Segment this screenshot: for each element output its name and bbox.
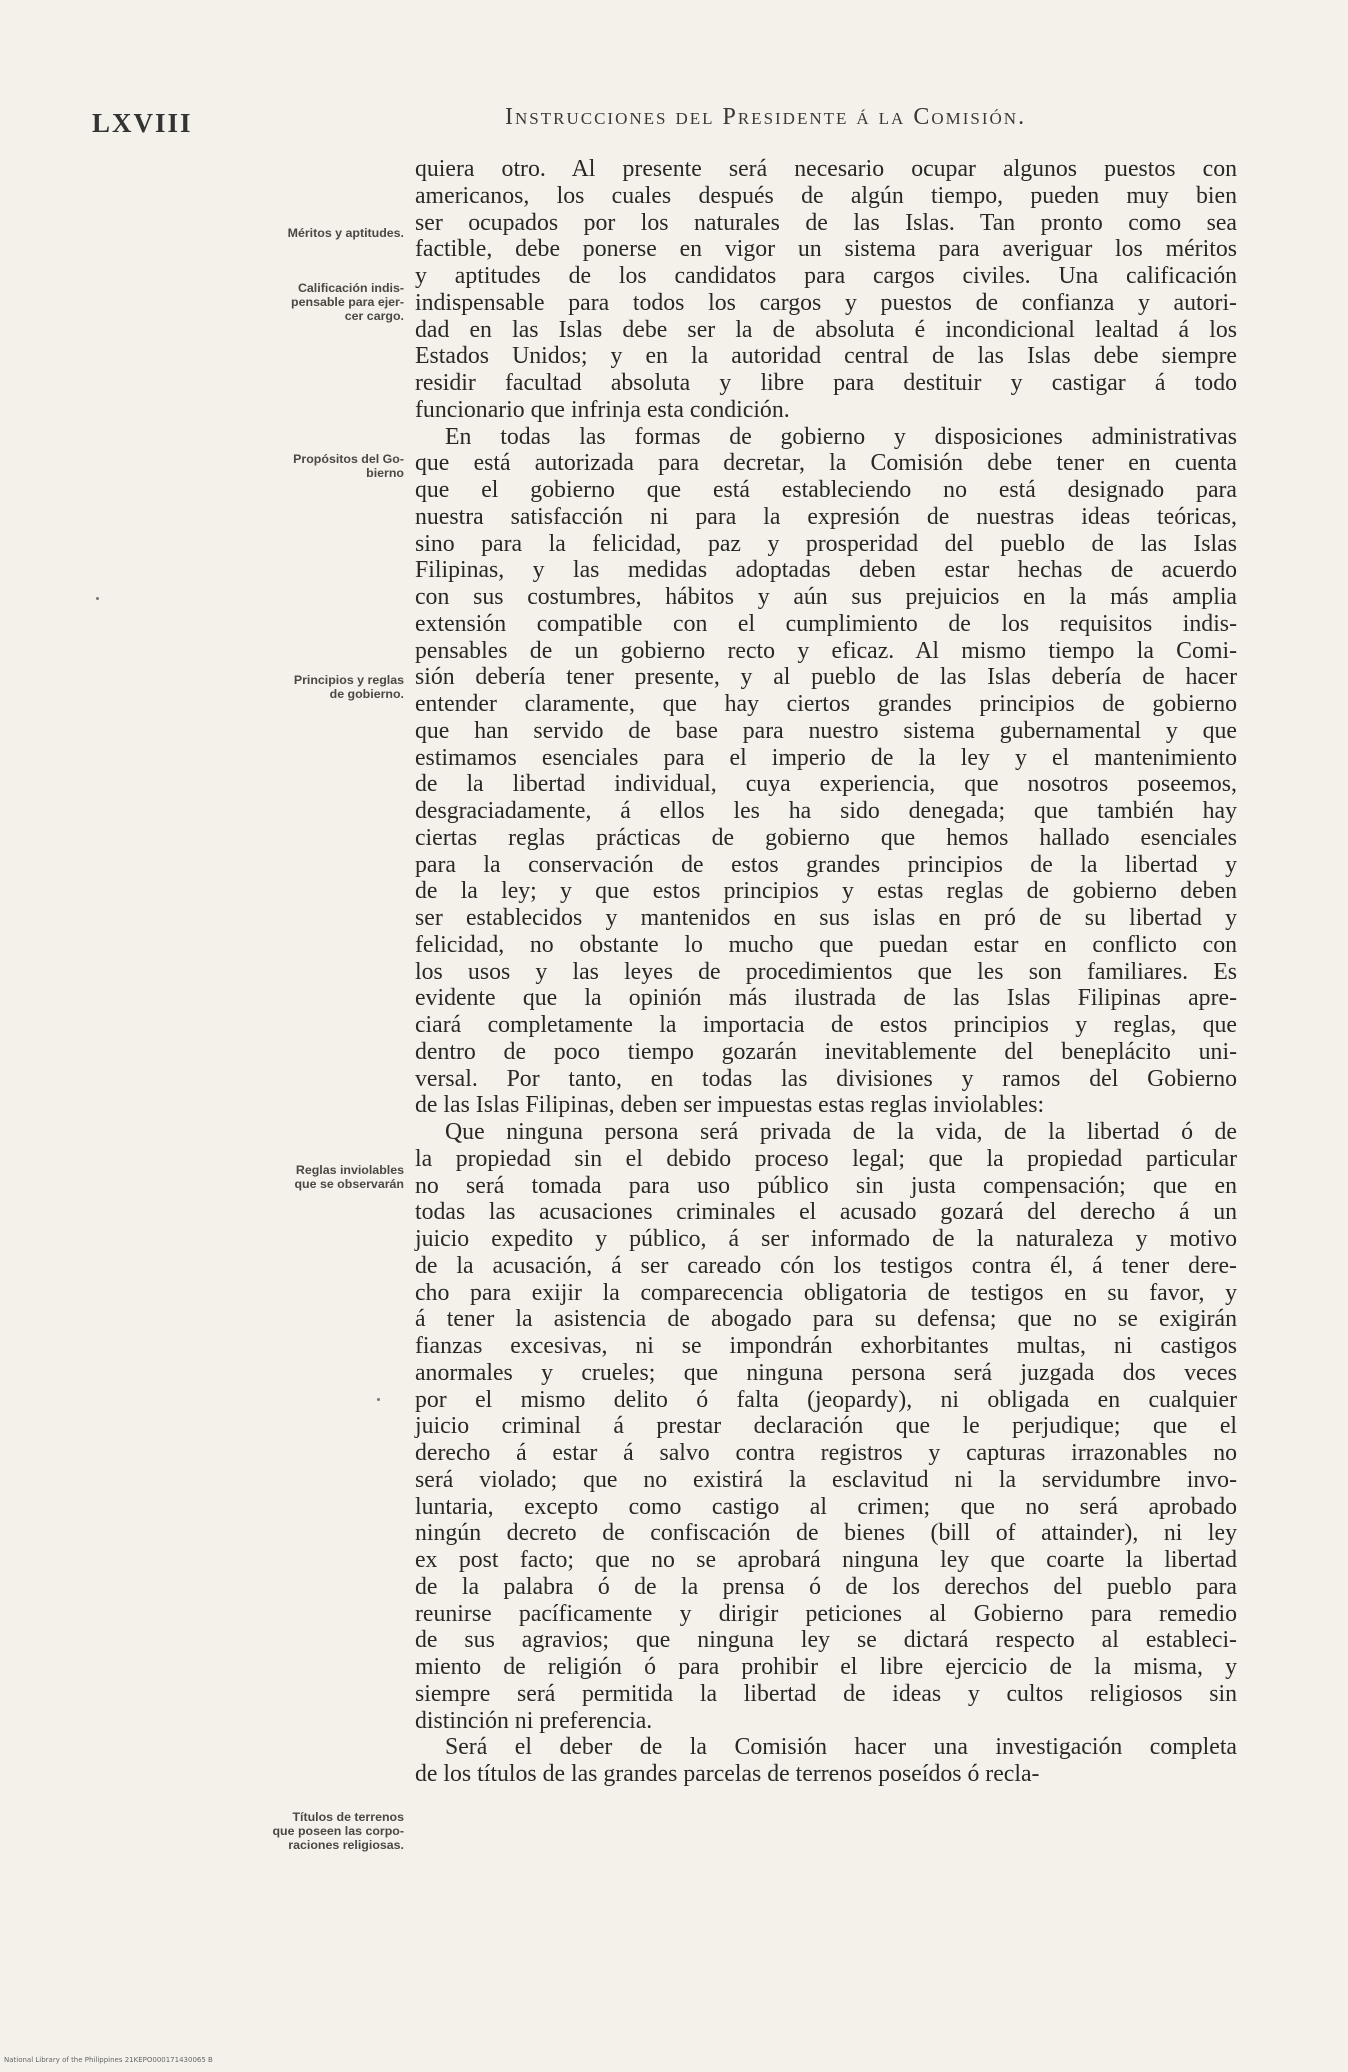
text-line: ser establecidos y mantenidos en sus islas en pró de su libertad y <box>415 905 1237 931</box>
margin-note: Méritos y aptitudes. <box>287 226 404 240</box>
text-line: la propiedad sin el debido proceso legal; que la propiedad particular <box>415 1145 1237 1172</box>
text-line: reunirse pacíficamente y dirigir peticiones al Gobierno para remedio <box>415 1600 1237 1627</box>
text-line: que está autorizada para decretar, la Comisión debe tener en cuenta <box>415 450 1237 477</box>
text-line: ciará completamente la importacia de estos principios y reglas, que <box>415 1012 1237 1038</box>
text-line: siempre será permitida la libertad de ideas y cultos religiosos sin <box>415 1680 1237 1707</box>
text-line: miento de religión ó para prohibir el libre ejercicio de la misma, y <box>415 1654 1237 1680</box>
text-line: anormales y crueles; que ninguna persona será juzgada dos veces <box>415 1359 1237 1386</box>
scan-footer: National Library of the Philippines 21KEPO000171430065 B <box>4 2056 213 2064</box>
text-line: de sus agravios; que ninguna ley se dictará respecto al estableci- <box>415 1627 1237 1654</box>
text-line: todas las acusaciones criminales el acusado gozará del derecho á un <box>415 1199 1237 1226</box>
text-line: extensión compatible con el cumplimiento de los requisitos indis- <box>415 610 1237 637</box>
text-line: sión debería tener presente, y al pueblo de las Islas debería de hacer <box>415 664 1237 691</box>
page-number: LXVIII <box>92 108 193 138</box>
text-line: y aptitudes de los candidatos para cargos civiles. Una calificación <box>415 263 1237 289</box>
text-line: que el gobierno que está estableciendo no está designado para <box>415 477 1237 503</box>
text-line: pensables de un gobierno recto y eficaz. Al mismo tiempo la Comi- <box>415 637 1237 664</box>
text-line: fianzas excesivas, ni se impondrán exhorbitantes multas, ni castigos <box>415 1333 1237 1359</box>
text-line: de los títulos de las grandes parcelas de terrenos poseídos ó recla- <box>415 1761 1040 1787</box>
margin-note: Propósitos del Go- bierno <box>293 452 404 480</box>
text-line: Que ninguna persona será privada de la vida, de la libertad ó de <box>445 1119 1237 1145</box>
running-head: Instrucciones del Presidente á la Comisión. <box>505 104 1027 130</box>
margin-note: Calificación indis- pensable para ejer- cer cargo. <box>291 281 404 323</box>
text-line: cho para exijir la comparecencia obligatoria de testigos en su favor, y <box>415 1279 1237 1306</box>
text-line: de la ley; y que estos principios y estas reglas de gobierno deben <box>415 878 1237 905</box>
text-line: indispensable para todos los cargos y puestos de confianza y autori- <box>415 289 1237 316</box>
text-line: desgraciadamente, á ellos les ha sido denegada; que también hay <box>415 798 1237 824</box>
text-line: funcionario que infrinja esta condición. <box>415 396 790 423</box>
text-line: por el mismo delito ó falta (jeopardy), ni obligada en cualquier <box>415 1386 1237 1413</box>
text-line: versal. Por tanto, en todas las divisiones y ramos del Gobierno <box>415 1065 1237 1092</box>
margin-note: Principios y reglas de gobierno. <box>293 673 404 701</box>
text-line: evidente que la opinión más ilustrada de las Islas Filipinas apre- <box>415 985 1237 1012</box>
text-line: derecho á estar á salvo contra registros y capturas irrazonables no <box>415 1440 1237 1466</box>
text-line: En todas las formas de gobierno y disposiciones administrativas <box>445 423 1237 450</box>
margin-note: Reglas inviolables que se observarán <box>294 1163 404 1191</box>
text-line: luntaria, excepto como castigo al crimen; que no será aprobado <box>415 1493 1237 1520</box>
text-line: con sus costumbres, hábitos y aún sus prejuicios en la más amplia <box>415 584 1237 610</box>
text-line: á tener la asistencia de abogado para su defensa; que no se exigirán <box>415 1306 1237 1333</box>
text-line: de la acusación, á ser careado cón los testigos contra él, á tener dere- <box>415 1252 1237 1279</box>
text-line: no será tomada para uso público sin justa compensación; que en <box>415 1172 1237 1199</box>
body-text <box>415 156 1237 1788</box>
text-line: residir facultad absoluta y libre para destituir y castigar á todo <box>415 370 1237 396</box>
text-line: ex post facto; que no se aprobará ninguna ley que coarte la libertad <box>415 1547 1237 1573</box>
text-line: americanos, los cuales después de algún tiempo, pueden muy bien <box>415 182 1237 209</box>
text-line: para la conservación de estos grandes principios de la libertad y <box>415 851 1237 878</box>
text-line: de la libertad individual, cuya experiencia, que nosotros poseemos, <box>415 771 1237 798</box>
text-line: nuestra satisfacción ni para la expresión de nuestras ideas teóricas, <box>415 503 1237 530</box>
text-line: entender claramente, que hay ciertos grandes principios de gobierno <box>415 691 1237 717</box>
text-line: factible, debe ponerse en vigor un sistema para averiguar los méritos <box>415 236 1237 263</box>
text-line: Estados Unidos; y en la autoridad central de las Islas debe siempre <box>415 343 1237 370</box>
text-line: ciertas reglas prácticas de gobierno que hemos hallado esenciales <box>415 824 1237 851</box>
text-line: dentro de poco tiempo gozarán inevitablemente del beneplácito uni- <box>415 1038 1237 1065</box>
text-line: los usos y las leyes de procedimientos que les son familiares. Es <box>415 958 1237 985</box>
text-line: que han servido de base para nuestro sistema gubernamental y que <box>415 717 1237 744</box>
text-line: Filipinas, y las medidas adoptadas deben estar hechas de acuerdo <box>415 557 1237 584</box>
text-line: será violado; que no existirá la esclavitud ni la servidumbre invo- <box>415 1466 1237 1493</box>
text-line: estimamos esenciales para el imperio de la ley y el mantenimiento <box>415 744 1237 771</box>
text-line: juicio criminal á prestar declaración que le perjudique; que el <box>415 1413 1237 1440</box>
print-speck <box>96 597 99 600</box>
text-line: felicidad, no obstante lo mucho que puedan estar en conflicto con <box>415 931 1237 958</box>
margin-note: Títulos de terrenos que poseen las corpo- raciones religiosas. <box>272 1810 404 1852</box>
text-line: ser ocupados por los naturales de las Islas. Tan pronto como sea <box>415 209 1237 236</box>
text-line: distinción ni preferencia. <box>415 1707 653 1734</box>
text-line: sino para la felicidad, paz y prosperidad del pueblo de las Islas <box>415 530 1237 557</box>
text-line: de la palabra ó de la prensa ó de los derechos del pueblo para <box>415 1573 1237 1600</box>
text-line: juicio expedito y público, á ser informado de la naturaleza y motivo <box>415 1226 1237 1252</box>
text-line: ningún decreto de confiscación de bienes (bill of attainder), ni ley <box>415 1520 1237 1547</box>
text-line: dad en las Islas debe ser la de absoluta é incondicional lealtad á los <box>415 316 1237 343</box>
text-line: de las Islas Filipinas, deben ser impuestas estas reglas inviolables: <box>415 1092 1045 1119</box>
print-speck <box>377 1398 380 1401</box>
text-line: Será el deber de la Comisión hacer una investigación completa <box>445 1734 1237 1761</box>
text-line: quiera otro. Al presente será necesario ocupar algunos puestos con <box>415 156 1237 182</box>
